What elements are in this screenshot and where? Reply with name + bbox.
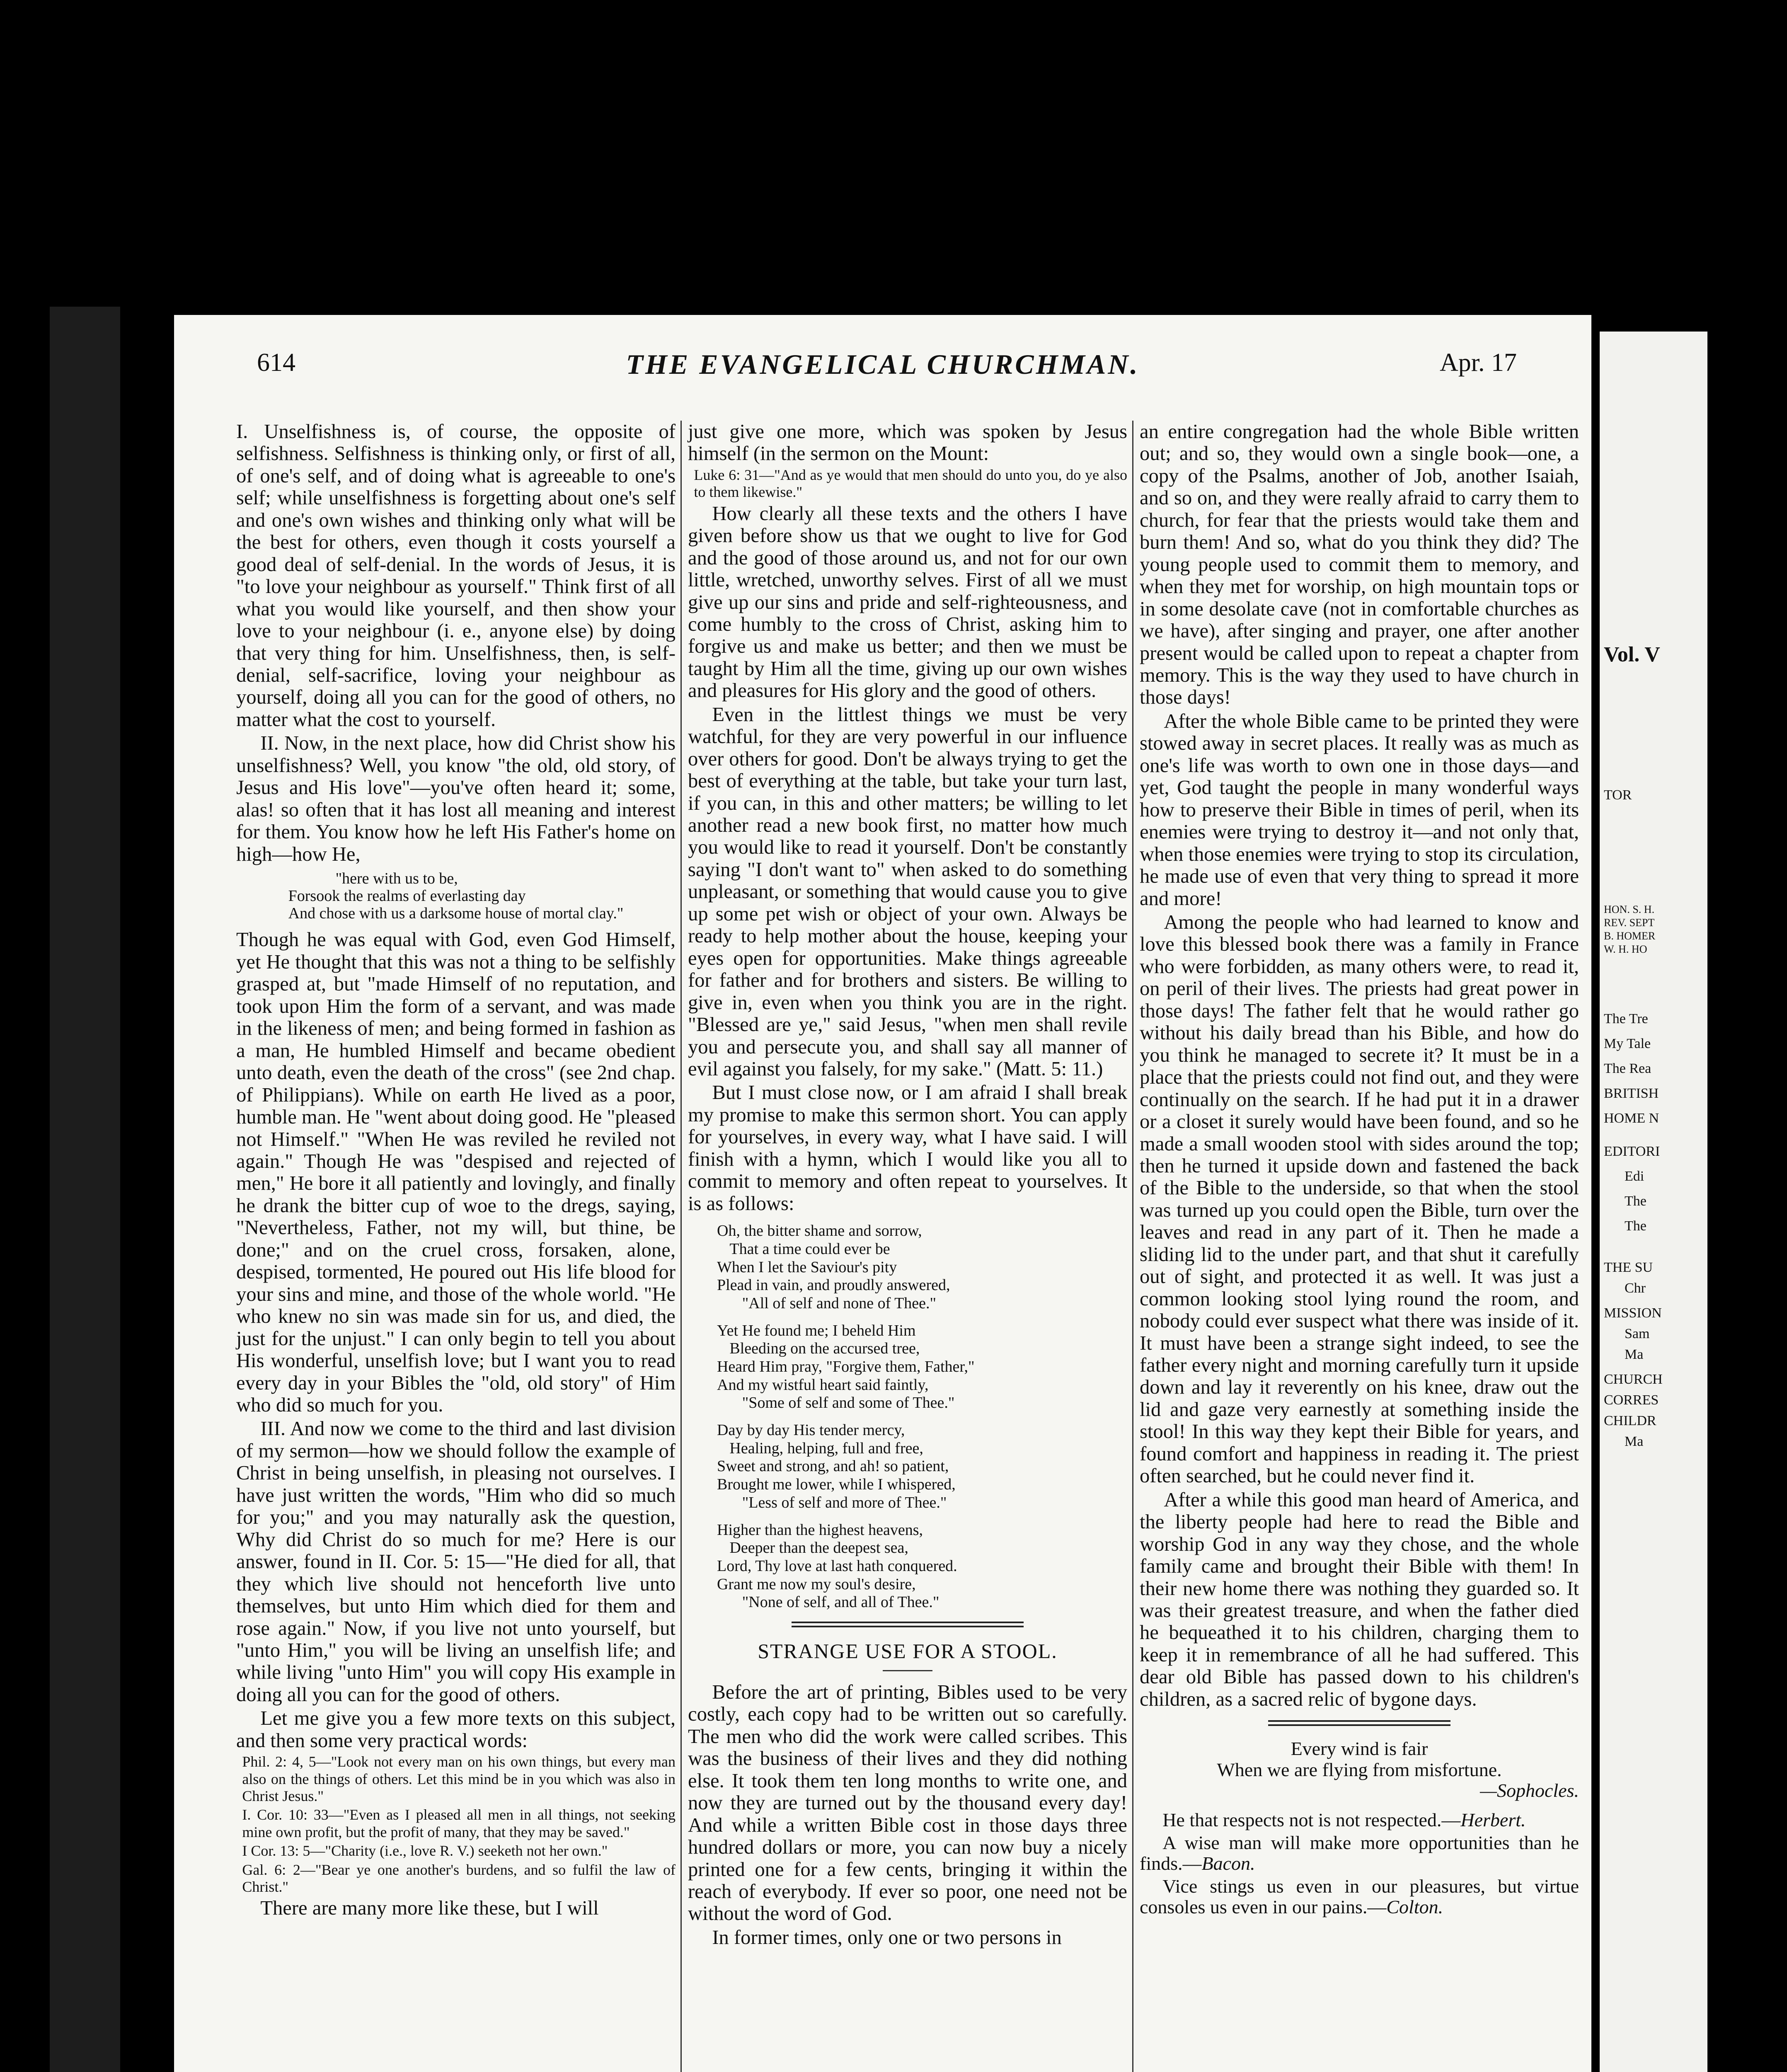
facing-page-text: Vol. V (1604, 643, 1660, 666)
facing-page-text: B. HOMER (1604, 930, 1656, 942)
paragraph: Though he was equal with God, even God Himself, yet He thought that this was not a thing to be selfishly grasped at, but "made Himself of no reputation, and took upon Him the form of a servant, and was made in the likeness of men; and being formed in fashion as a man, He humbled Himself and became obedient unto death, even the death of the cross" (see 2nd chap. of Philippians). While on earth He lived as a poor, humble man. He "went about doing good. He "pleased not Himself." "When He was reviled he reviled not again." Though He was "despised and rejected of men," He bore it all patiently and lovingly, and finally he drank the bitter cup of woe to the dregs, saying, "Nevertheless, Father, not my will, but thine, be done;" and on the cruel cross, forsaken, alone, despised, tormented, He poured out His life blood for your sins and mine, and those of the whole world. "He who knew no sin was made sin for us, and died, the just for the unjust." I can only begin to tell you about His wonderful, unselfish love; but I want you to read every day in your Bibles the "old, old story" of Him who did so much for you. (236, 928, 676, 1416)
hymn-line: Lord, Thy love at last hath conquered. (717, 1557, 957, 1575)
hymn-line: Heard Him pray, "Forgive them, Father," (717, 1358, 975, 1375)
column-1 (236, 421, 676, 1921)
saying-text: He that respects not is not respected.— (1162, 1809, 1461, 1831)
facing-page-text: Sam (1625, 1326, 1650, 1341)
facing-page-text: BRITISH (1604, 1086, 1659, 1101)
facing-page-text: CORRES (1604, 1392, 1659, 1408)
hymn-line: "None of self, and all of Thee." (742, 1593, 940, 1611)
scripture-text: Gal. 6: 2—"Bear ye one another's burdens, and so fulfil the law of Christ." (242, 1861, 676, 1895)
quote-line: And chose with us a darksome house of mortal clay." (288, 904, 624, 922)
heading-rule (883, 1670, 932, 1671)
motto-attribution: —Sophocles. (1480, 1780, 1579, 1801)
paragraph: III. And now we come to the third and last division of my sermon—how we should follow the example of Christ in being unselfish, in pleasing not ourselves. I have just written the words, "Him who did so much for you;" and you may naturally ask the question, Why did Christ do so much for me? Here is our answer, found in II. Cor. 5: 15—"He died for all, that they which live should not henceforth live unto themselves, but unto Him which died for them and rose again." Now, if you live not unto yourself, but "unto Him," you will be living an unselfish life; and while living "unto Him" you will copy His example in doing all you can for the good of others. (236, 1417, 676, 1706)
paragraph: Even in the littlest things we must be very watchful, for they are very powerful in our influence over others for good. Don't be always trying to get the best of everything at the table, but take your turn last, if you can, in this and other matters; be willing to let another read a new book first, no matter how much you would like to read it yourself. Don't be constantly saying "I don't want to" when asked to do something unpleasant, or something that would cause you to give up some pet wish or object of your own. Always be ready to help mother about the house, keeping your eyes open for opportunities. Make things agreeable for father and for brothers and sisters. Be willing to give in, even when you think you are in the right. "Blessed are ye," said Jesus, "when men shall revile you and persecute you, and shall say all manner of evil against you falsely, for my sake." (Matt. 5: 11.) (688, 703, 1127, 1080)
saying-author: Colton. (1386, 1896, 1443, 1918)
facing-page-text: THE SU (1604, 1260, 1653, 1275)
scripture-text: I. Cor. 10: 33—"Even as I pleased all men in all things, not seeking mine own profit, but the profit of many, that they may be saved." (242, 1806, 676, 1840)
paragraph: Before the art of printing, Bibles used to be very costly, each copy had to be written out so carefully. The men who did the work were called scribes. This was the business of their lives and they did nothing else. It took them ten long months to write one, and now they are turned out by the thousand every day! And while a written Bible cost in those days three hundred dollars or more, you can now buy a nicely printed one for a few cents, bringing it within the reach of everybody. If ever so poor, one need not be without the word of God. (688, 1680, 1127, 1925)
saying-author: Herbert. (1460, 1809, 1526, 1831)
facing-page-text: CHURCH (1604, 1372, 1663, 1387)
paragraph: an entire congregation had the whole Bible written out; and so, they would own a single book—one, a copy of the Psalms, another of Job, another Isaiah, and so on, and they were really afraid to carry them to church, for fear that the priests would take them and burn them! And so, what do you think they did? The young people used to commit them to memory, and when they met for worship, on high mountain tops or in some desolate cave (not in comfortable churches as we have), after singing and prayer, one after another present would be called upon to repeat a chapter from memory. This is the way they used to have church in those days! (1140, 420, 1579, 709)
column-3 (1140, 421, 1579, 1920)
hymn-stanza (717, 1322, 1127, 1412)
paragraph: II. Now, in the next place, how did Christ show his unselfishness? Well, you know "the old, old story, of Jesus and His love"—you've often heard it; some, alas! so often that it has lost all meaning and interest for them. You know how he left His Father's home on high—how He, (236, 732, 676, 865)
facing-page-text: HOME N (1604, 1111, 1659, 1126)
facing-page-text: CHILDR (1604, 1413, 1656, 1428)
verse-quote (236, 870, 676, 922)
hymn-line: Sweet and strong, and ah! so patient, (717, 1457, 949, 1475)
paragraph: In former times, only one or two persons in (712, 1926, 1062, 1949)
hymn-stanza (717, 1222, 1127, 1312)
hymn-line: Bleeding on the accursed tree, (729, 1340, 920, 1358)
facing-page-text: Edi (1625, 1169, 1644, 1184)
scripture-text: Luke 6: 31—"And as ye would that men should do unto you, do ye also to them likewise." (694, 466, 1127, 501)
paragraph: How clearly all these texts and the others I have given before show us that we ought to live for God and the good of those around us, and not for our own little, wretched, unworthy selves. First of all we must give up our sins and pride and self-righteousness, and come humbly to the cross of Christ, asking him to forgive us and make us better; and then we must be taught by Him all the time, giving up our own wishes and pleasures for His glory and the good of others. (688, 502, 1127, 702)
column-rule-2 (1132, 421, 1133, 2072)
paragraph: Among the people who had learned to know and love this blessed book there was a family in France who were forbidden, as many others were, to read it, on peril of their lives. The priests had great power in those days! The father felt that he would rather go without his daily bread than his Bible, and how do you think he managed to secrete it? It must be in a place that the priests could not find out, and they were continually on the search. If he had put it in a drawer or a closet it surely would have been found, and so he made a small wooden stool with sides around the top; then he turned it upside down and fastened the back of the Bible to the underside, so that when the stool was turned up you could open the Bible, turn over the leaves and read in any part of it. Then he made a sliding lid to the under part, and that shut it carefully out of sight, and protected it as well. It was just a common looking stool lying round the room, and nobody could ever suspect what there was inside of it. It must have been a strange sight indeed, to see the father every night and morning carefully turn it upside down and lay it reverently on his knee, draw out the lid and gaze very earnestly at something inside the stool! In this way they kept their Bible for years, and found comfort and happiness in reading it. The priest often searched, but he could never find it. (1140, 910, 1579, 1487)
facing-page-text: EDITORI (1604, 1144, 1660, 1159)
paragraph: just give one more, which was spoken by Jesus himself (in the sermon on the Mount: (688, 420, 1127, 465)
hymn-line: Healing, helping, full and free, (729, 1439, 923, 1457)
facing-page-text: Ma (1625, 1434, 1644, 1449)
hymn-line: And my wistful heart said faintly, (717, 1376, 929, 1394)
facing-page-text: MISSION (1604, 1305, 1662, 1321)
hymn-line: Higher than the highest heavens, (717, 1521, 923, 1539)
saying (1140, 1810, 1579, 1831)
saying (1140, 1832, 1579, 1874)
facing-page-text: HON. S. H. (1604, 903, 1655, 915)
facing-page-text: Ma (1625, 1347, 1644, 1362)
hymn-line: Plead in vain, and proudly answered, (717, 1276, 950, 1294)
facing-page-text: The Rea (1604, 1061, 1651, 1076)
facing-page-text: W. H. HO (1604, 943, 1647, 955)
hymn-line: Brought me lower, while I whispered, (717, 1476, 956, 1493)
saying (1140, 1876, 1579, 1918)
facing-page-text: The Tre (1604, 1011, 1648, 1026)
facing-page-text: The (1625, 1218, 1647, 1234)
paragraph: Let me give you a few more texts on this subject, and then some very practical words: (236, 1707, 676, 1752)
quote-line: "here with us to be, (335, 870, 458, 888)
hymn-stanza (717, 1521, 1127, 1612)
scripture-text: I Cor. 13: 5—"Charity (i.e., love R. V.) seeketh not her own." (242, 1842, 608, 1859)
motto-line: When we are flying from misfortune. (1217, 1759, 1502, 1780)
facing-page-edge (1600, 332, 1707, 2072)
facing-page-text: TOR (1604, 787, 1632, 803)
saying-text: A wise man will make more opportunities than he finds.— (1140, 1832, 1579, 1874)
motto (1140, 1738, 1579, 1801)
newspaper-page (174, 315, 1591, 2072)
paragraph: After the whole Bible came to be printed they were stowed away in secret places. It really was as much as one's life was worth to own one in those days—and yet, God taught the people in many wonderful ways how to preserve their Bible in times of peril, when its enemies were trying to destroy it—and not only that, when those enemies were trying to stop its circulation, he made use of even that very thing to spread it more and more! (1140, 709, 1579, 910)
hymn-line: Day by day His tender mercy, (717, 1421, 905, 1439)
paragraph: There are many more like these, but I will (260, 1897, 599, 1920)
hymn (717, 1222, 1127, 1612)
facing-page-text: My Tale (1604, 1036, 1651, 1051)
hymn-line: Yet He found me; I beheld Him (717, 1322, 916, 1339)
book-binding (50, 307, 120, 2072)
section-divider (792, 1622, 1024, 1627)
motto-line: Every wind is fair (1291, 1738, 1428, 1760)
facing-page-text: Chr (1625, 1280, 1646, 1296)
hymn-line: Grant me now my soul's desire, (717, 1575, 916, 1593)
column-rule-1 (680, 421, 682, 2072)
publication-title: THE EVANGELICAL CHURCHMAN. (626, 349, 1140, 380)
scripture-text: Phil. 2: 4, 5—"Look not every man on his own things, but every man also on the things of others. Let this mind be in you which was also in Christ Jesus." (242, 1753, 676, 1804)
section-divider (1268, 1720, 1450, 1726)
column-2 (688, 421, 1127, 1950)
quote-line: Forsook the realms of everlasting day (288, 887, 526, 905)
paragraph: But I must close now, or I am afraid I shall break my promise to make this sermon short. You can apply for yourselves, in every way, what I have said. I will finish with a hymn, which I would like you all to commit to memory and often repeat to yourselves. It is as follows: (688, 1081, 1127, 1215)
hymn-line: Deeper than the deepest sea, (729, 1539, 908, 1557)
hymn-stanza (717, 1421, 1127, 1512)
saying-text: Vice stings us even in our pleasures, but virtue consoles us even in our pains.— (1140, 1875, 1579, 1918)
hymn-line: "All of self and none of Thee." (742, 1294, 937, 1312)
paragraph: After a while this good man heard of America, and the liberty people had here to read the Bible and worship God in any way they chose, and the whole family came and brought their Bible with them! In their new home there was nothing they guarded so. It was their greatest treasure, and when the father died he bequeathed it to his children, charging them to keep it in remembrance of all he had suffered. This dear old Bible has passed down to his children's children, as a sacred relic of bygone days. (1140, 1488, 1579, 1710)
facing-page-text: The (1625, 1193, 1647, 1209)
saying-author: Bacon. (1201, 1853, 1255, 1874)
page-number: 614 (257, 349, 295, 377)
hymn-line: "Some of self and some of Thee." (742, 1394, 955, 1412)
paragraph: I. Unselfishness is, of course, the opposite of selfishness. Selfishness is thinking only, or first of all, of one's self, and of doing what is agreeable to one's self; while unselfishness is forgetting about one's self and one's own wishes and thinking only what will be the best for others, even though it costs yourself a good deal of self-denial. In the words of Jesus, it is "to love your neighbour as yourself." Think first of all what you would like yourself, and then show your love to your neighbour (i. e., anyone else) by doing that very thing for him. Unselfishness, then, is self-denial, self-sacrifice, loving your neighbour as yourself, doing all you can for the good of others, no matter what the cost to yourself. (236, 420, 676, 731)
article-heading: STRANGE USE FOR A STOOL. (758, 1639, 1058, 1663)
hymn-line: Oh, the bitter shame and sorrow, (717, 1222, 922, 1240)
hymn-line: "Less of self and more of Thee." (742, 1493, 947, 1511)
hymn-line: That a time could ever be (729, 1240, 890, 1258)
facing-page-text: REV. SEPT (1604, 917, 1655, 929)
hymn-line: When I let the Saviour's pity (717, 1258, 897, 1276)
issue-date: Apr. 17 (1440, 349, 1517, 377)
